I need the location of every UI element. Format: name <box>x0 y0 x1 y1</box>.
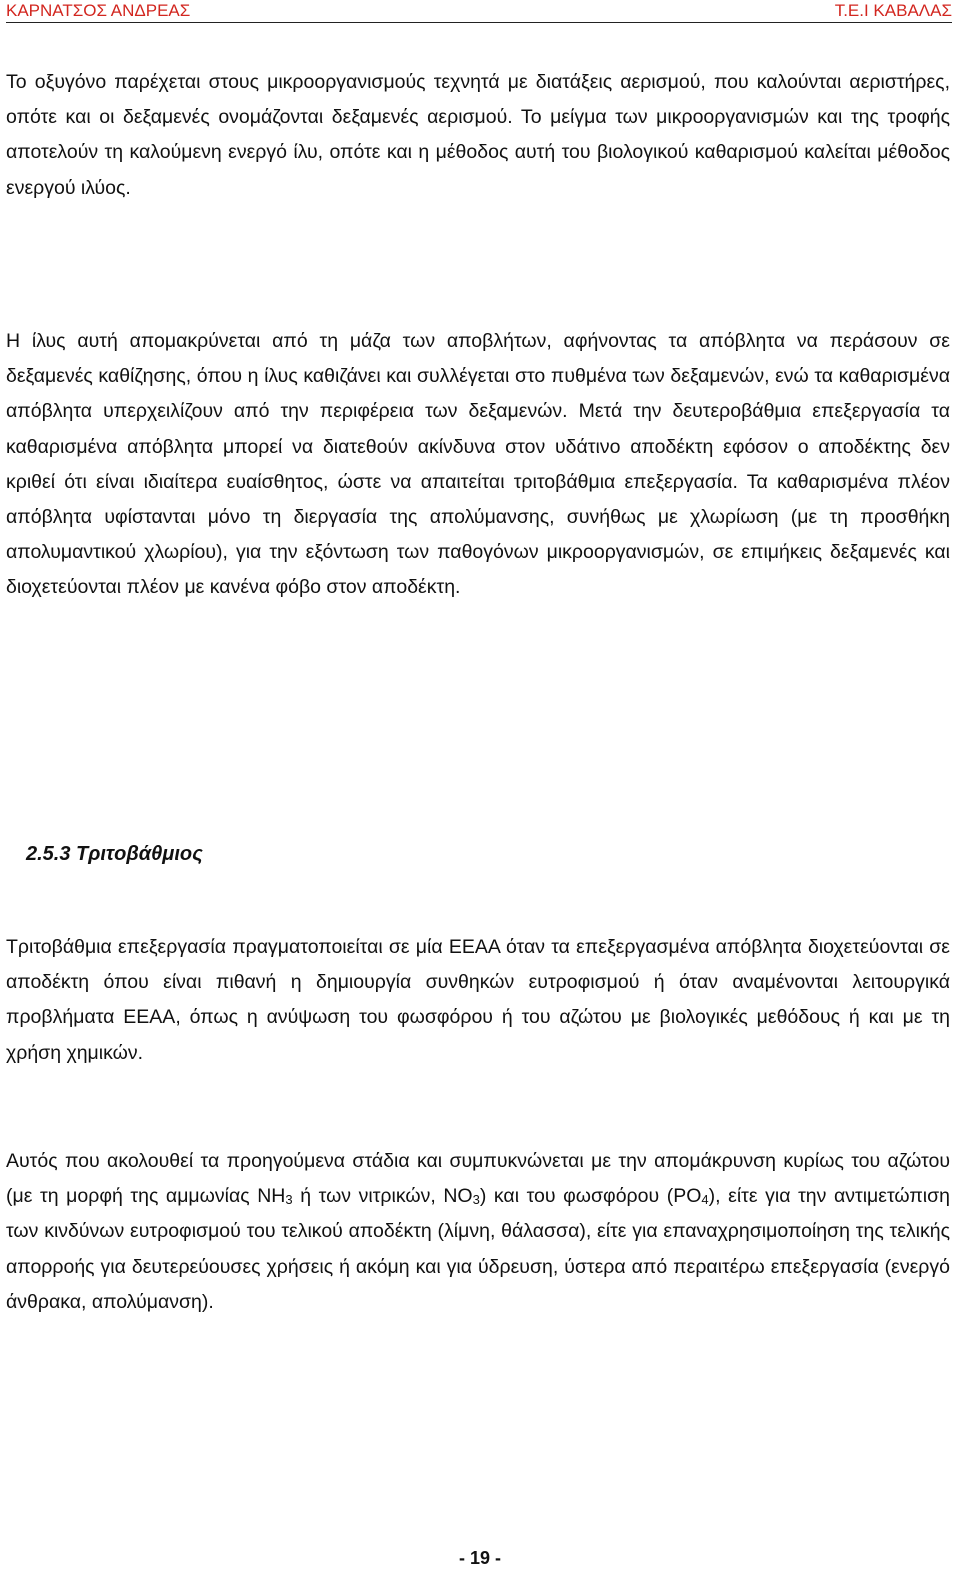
subscript-nh3: 3 <box>285 1192 293 1208</box>
header-author: ΚΑΡΝΑΤΣΟΣ ΑΝΔΡΕΑΣ <box>6 1 191 20</box>
paragraph-text-part-c: ) και του φωσφόρου (ΡΟ <box>479 1185 702 1208</box>
subscript-po4: 4 <box>701 1192 709 1208</box>
paragraph-text-part-b: ή των νιτρικών, ΝΟ <box>292 1185 473 1208</box>
subscript-no3: 3 <box>472 1192 480 1208</box>
section-heading: 2.5.3 Τριτοβάθμιος <box>26 843 203 865</box>
paragraph-text-part-a: Αυτός που ακολουθεί τα προηγούμενα στάδια και συμπυκνώνεται με την απομάκρυνση κυρίως του αζώτου (με τη μορφή της αμμωνίας ΝΗ <box>6 1150 950 1208</box>
header-institution: Τ.Ε.Ι ΚΑΒΑΛΑΣ <box>834 1 952 20</box>
paragraph-sludge-removal: Η ίλυς αυτή απομακρύνεται από τη μάζα των αποβλήτων, αφήνοντας τα απόβλητα να περάσουν σε δεξαμενές καθίζησης, όπου η ίλυς καθιζάνει και συλλέγεται στο πυθμένα των δεξαμενών, ενώ τα καθαρισμένα απόβλητα υπερχειλίζουν από την περιφέρεια των δεξαμενών. Μετά την δευτεροβάθμια επεξεργασία τα καθαρισμένα απόβλητα μπορεί να διατεθούν ακίνδυνα στον υδάτινο αποδέκτη εφόσον ο αποδέκτης δεν κριθεί ότι είναι ιδιαίτερα ευαίσθητος, ώστε να απαιτείται τριτοβάθμια επεξεργασία. Τα καθαρισμένα πλέον απόβλητα υφίστανται μόνο τη διεργασία της απολύμανσης, συνήθως με χλωρίωση (με τη προσθήκη απολυμαντικού χλωρίου), για την εξόντωση των παθογόνων μικροοργανισμών, σε επιμήκεις δεξαμενές και διοχετεύονται πλέον με κανένα φόβο στον αποδέκτη. <box>6 330 950 599</box>
page-number: - 19 - <box>458 1548 501 1568</box>
paragraph-activated-sludge-intro: Το οξυγόνο παρέχεται στους μικροοργανισμούς τεχνητά με διατάξεις αερισμού, που καλούνται αεριστήρες, οπότε και οι δεξαμενές ονομάζονται δεξαμενές αερισμού. Το μείγμα των μικροοργανισμών και της τροφής αποτελούν τη καλούμενη ενεργό ίλυ, οπότε και η μέθοδος αυτή του βιολογικού καθαρισμού καλείται μέθοδος ενεργού ιλύος. <box>6 71 950 199</box>
page-header <box>6 0 952 23</box>
paragraph-text-part-d: ), είτε για την αντιμετώπιση των κινδύνων ευτροφισμού του τελικού αποδέκτη (λίμνη, θάλασσα), είτε για επαναχρησιμοποίηση της τελικής απορροής για δευτερεύουσες χρήσεις ή ακόμη και για ύδρευση, ύστερα από περαιτέρω επεξεργασία (ενεργό άνθρακα, απολύμανση). <box>6 1185 950 1313</box>
paragraph-tertiary-treatment: Τριτοβάθμια επεξεργασία πραγματοποιείται σε μία ΕΕΑΑ όταν τα επεξεργασμένα απόβλητα διοχετεύονται σε αποδέκτη όπου είναι πιθανή η δημιουργία συνθηκών ευτροφισμού ή όταν αναμένονται λειτουργικά προβλήματα ΕΕΑΑ, όπως η ανύψωση του φωσφόρου ή του αζώτου με βιολογικές μεθόδους ή και με τη χρήση χημικών. <box>6 936 950 1064</box>
paragraph-nutrient-removal <box>6 1144 950 1320</box>
